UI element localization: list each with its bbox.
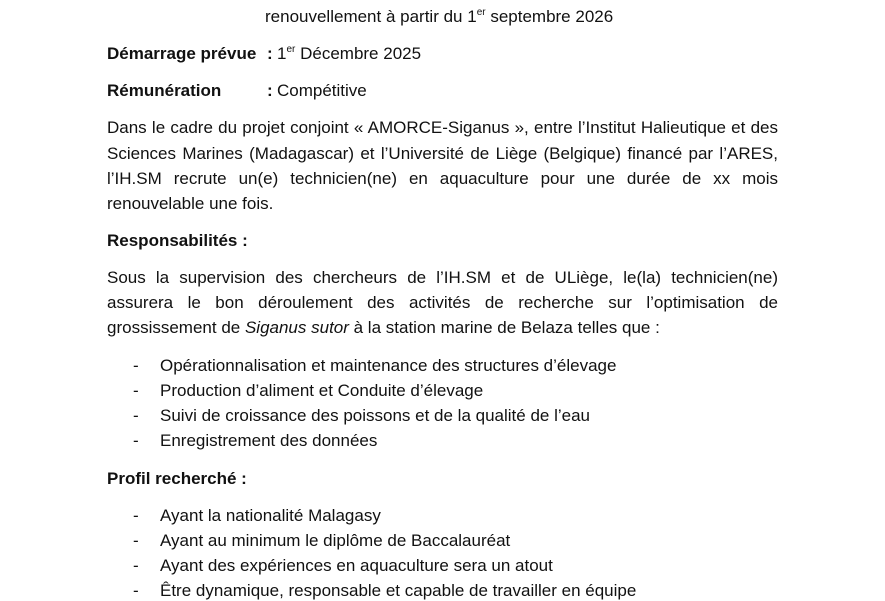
bullet-dash: - — [133, 381, 139, 400]
para-line3-prefix: grossissement de — [107, 318, 245, 337]
bullet-dash: - — [133, 556, 139, 575]
bullet-dash: - — [133, 356, 139, 375]
species-name: Siganus sutor — [244, 318, 349, 337]
bullet-dash: - — [133, 531, 139, 550]
pay-value: Compétitive — [277, 81, 367, 100]
intro-line-3: l’IH.SM recrute un(e) technicien(ne) en aquaculture pour une durée de xx mois — [107, 169, 778, 188]
start-value-prefix: 1 — [277, 44, 287, 63]
start-label: Démarrage prévue — [107, 44, 257, 63]
start-value-suffix: Décembre 2025 — [295, 44, 422, 63]
bullet-dash: - — [133, 431, 139, 450]
responsibilities-para-line-1: Sous la supervision des chercheurs de l’IH.SM et de ULiège, le(la) technicien(ne) — [107, 268, 778, 287]
responsibility-item-3: Suivi de croissance des poissons et de la qualité de l’eau — [160, 406, 590, 425]
responsibilities-heading: Responsabilités : — [107, 231, 248, 250]
contract-renewal-line — [265, 7, 613, 27]
profile-item-4: Être dynamique, responsable et capable de travailler en équipe — [160, 581, 637, 600]
renewal-sup: er — [476, 7, 486, 18]
intro-line-2: Sciences Marines (Madagascar) et l’Université de Liège (Belgique) financé par l’ARES, — [107, 144, 778, 163]
responsibilities-para-line-2: assurera le bon déroulement des activités de recherche sur l’optimisation de — [107, 293, 778, 312]
responsibilities-para-line-3 — [107, 318, 660, 338]
profile-item-3: Ayant des expériences en aquaculture sera un atout — [160, 556, 553, 575]
responsibility-item-4: Enregistrement des données — [160, 431, 378, 450]
start-value — [277, 44, 421, 64]
bullet-dash: - — [133, 581, 139, 600]
profile-heading: Profil recherché : — [107, 469, 247, 488]
intro-line-4: renouvelable une fois. — [107, 194, 274, 213]
responsibility-item-1: Opérationnalisation et maintenance des structures d’élevage — [160, 356, 617, 375]
bullet-dash: - — [133, 506, 139, 525]
para-line3-suffix: à la station marine de Belaza telles que : — [348, 318, 660, 337]
renewal-prefix: renouvellement à partir du 1 — [265, 7, 477, 26]
start-value-sup: er — [286, 44, 296, 55]
pay-label: Rémunération — [107, 81, 222, 100]
profile-item-1: Ayant la nationalité Malagasy — [160, 506, 381, 525]
profile-item-2: Ayant au minimum le diplôme de Baccalauréat — [160, 531, 511, 550]
bullet-dash: - — [133, 406, 139, 425]
start-colon: : — [267, 44, 273, 63]
intro-line-1: Dans le cadre du projet conjoint « AMORCE-Siganus », entre l’Institut Halieutique et des — [107, 118, 778, 137]
renewal-suffix: septembre 2026 — [485, 7, 614, 26]
responsibility-item-2: Production d’aliment et Conduite d’élevage — [160, 381, 484, 400]
pay-colon: : — [267, 81, 273, 100]
